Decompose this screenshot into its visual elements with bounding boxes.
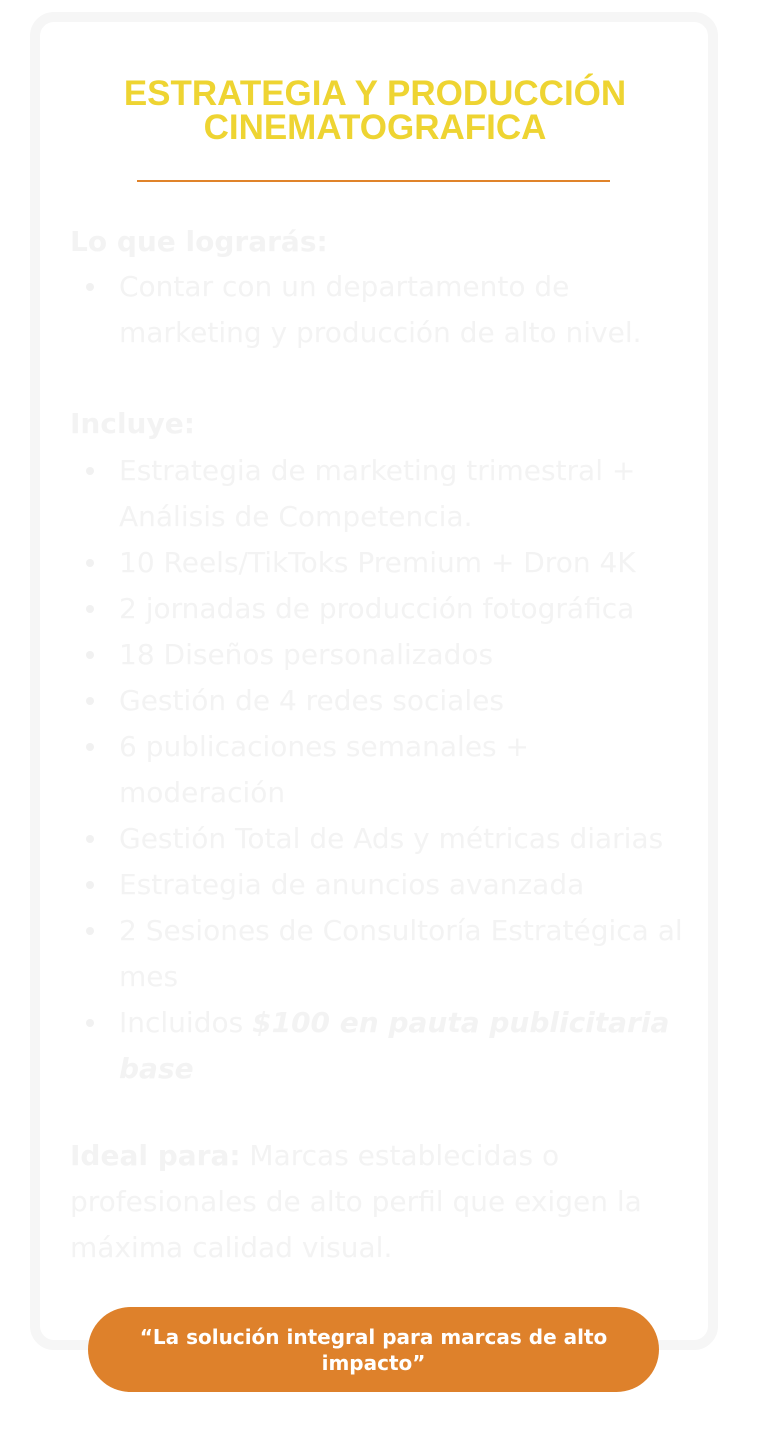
tagline-label: “La solución integral para marcas de alto impacto” xyxy=(139,1324,608,1375)
includes-heading: Incluye: xyxy=(70,407,195,440)
ideal-for-text xyxy=(70,1133,685,1271)
achieve-heading: Lo que lograrás: xyxy=(70,225,328,258)
bullet-icon xyxy=(86,697,94,705)
list-item: 18 Diseños personalizados xyxy=(70,632,690,678)
bullet-icon xyxy=(86,927,94,935)
budget-amount: $100 en pauta publicitaria base xyxy=(119,1006,670,1085)
ideal-label: Ideal para: xyxy=(70,1139,241,1172)
title-divider xyxy=(137,180,610,182)
includes-list xyxy=(70,448,690,1092)
bullet-icon xyxy=(86,651,94,659)
list-item: 2 Sesiones de Consultoría Estratégica al mes xyxy=(70,908,690,1000)
ideal-description: Marcas establecidas o profesionales de alto perfil que exigen la máxima calidad visual. xyxy=(70,1139,642,1264)
plan-title-line-2: CINEMATOGRAFICA xyxy=(203,108,547,147)
list-item: 6 publicaciones semanales + moderación xyxy=(70,724,690,816)
bullet-icon xyxy=(86,467,94,475)
list-item: Contar con un departamento de marketing y producción de alto nivel. xyxy=(70,264,690,356)
tagline-button[interactable] xyxy=(88,1307,659,1392)
list-item: 2 jornadas de producción fotográfica xyxy=(70,586,690,632)
list-item: Estrategia de marketing trimestral + Análisis de Competencia. xyxy=(70,448,690,540)
plan-title xyxy=(60,74,690,147)
bullet-icon xyxy=(86,743,94,751)
bullet-icon xyxy=(86,283,94,291)
bullet-icon xyxy=(86,605,94,613)
budget-prefix: Incluidos xyxy=(119,1006,253,1039)
list-item: Gestión Total de Ads y métricas diarias xyxy=(70,816,690,862)
list-item xyxy=(70,1000,690,1092)
list-item: 10 Reels/TikToks Premium + Dron 4K xyxy=(70,540,690,586)
bullet-icon xyxy=(86,1019,94,1027)
bullet-icon xyxy=(86,559,94,567)
achieve-list xyxy=(70,264,690,356)
list-item: Estrategia de anuncios avanzada xyxy=(70,862,690,908)
list-item: Gestión de 4 redes sociales xyxy=(70,678,690,724)
bullet-icon xyxy=(86,881,94,889)
plan-title-line-1: ESTRATEGIA Y PRODUCCIÓN xyxy=(123,74,627,113)
bullet-icon xyxy=(86,835,94,843)
